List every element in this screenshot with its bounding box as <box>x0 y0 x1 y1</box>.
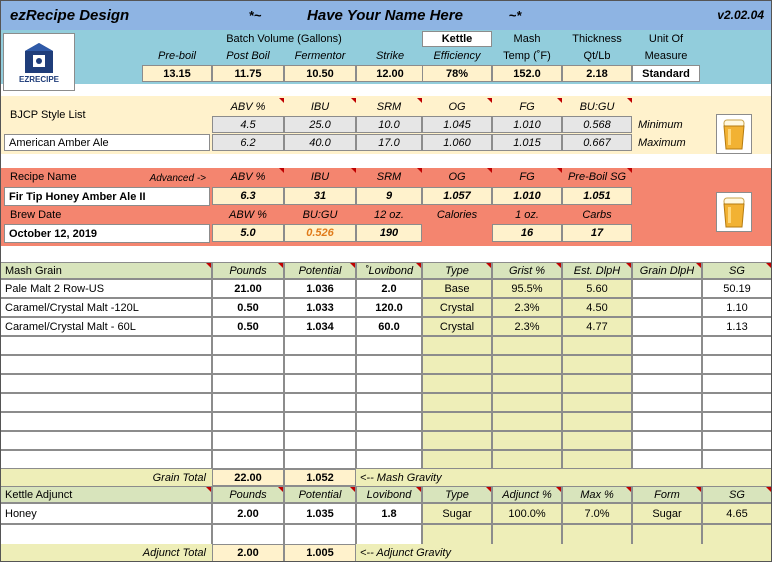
empty-cell[interactable] <box>356 374 422 393</box>
empty-cell <box>702 374 772 393</box>
style-min-4: 1.010 <box>492 116 562 133</box>
style-max-1: 40.0 <box>284 134 356 151</box>
empty-cell <box>632 393 702 412</box>
empty-cell <box>702 336 772 355</box>
mash-header-8: SG <box>702 262 772 279</box>
style-min-5: 0.568 <box>562 116 632 133</box>
beer-glass-icon <box>716 192 752 232</box>
empty-cell <box>562 431 632 450</box>
minimum-label: Minimum <box>638 118 683 131</box>
recipe-header-5: Pre-Boil SG <box>562 168 632 186</box>
empty-cell <box>562 450 632 469</box>
adjunct-header-7: Form <box>632 486 702 503</box>
empty-cell <box>422 374 492 393</box>
adjunct-header-2: Potential <box>284 486 356 503</box>
recipe-header-4: FG <box>492 168 562 186</box>
batch-value-0[interactable]: 13.15 <box>142 65 212 82</box>
adjunct-gravity-value: 1.005 <box>284 544 356 562</box>
empty-cell[interactable] <box>212 524 284 545</box>
empty-cell <box>422 412 492 431</box>
adjunct-row0-col3[interactable]: 1.8 <box>356 503 422 524</box>
grain-total-label: Grain Total <box>152 471 206 484</box>
empty-cell[interactable] <box>212 431 284 450</box>
empty-cell[interactable] <box>212 450 284 469</box>
empty-cell[interactable] <box>356 431 422 450</box>
recipe-logo-icon <box>3 33 75 91</box>
recipe-name-input[interactable]: Fir Tip Honey Amber Ale II <box>4 187 210 206</box>
adjunct-row0-col8: 4.65 <box>702 503 772 524</box>
brewer-name: Have Your Name Here <box>307 6 463 24</box>
empty-cell <box>492 524 562 545</box>
empty-cell <box>492 374 562 393</box>
recipe-header2-4: 1 oz. <box>515 209 539 221</box>
empty-cell[interactable] <box>0 374 212 393</box>
mash-row0-col2[interactable]: 1.036 <box>284 279 356 298</box>
mash-row2-col2[interactable]: 1.034 <box>284 317 356 336</box>
adjunct-row0-col7: Sugar <box>632 503 702 524</box>
adjunct-row0-col2[interactable]: 1.035 <box>284 503 356 524</box>
empty-cell[interactable] <box>0 450 212 469</box>
empty-cell <box>492 450 562 469</box>
style-header-3: OG <box>422 98 492 116</box>
empty-cell[interactable] <box>284 412 356 431</box>
recipe-header2-1: BU:GU <box>302 209 338 221</box>
mash-label: Mash <box>513 33 541 45</box>
adjunct-row0-col5: 100.0% <box>492 503 562 524</box>
style-list-label: BJCP Style List <box>10 109 86 121</box>
recipe-header-2: SRM <box>356 168 422 186</box>
style-max-3: 1.060 <box>422 134 492 151</box>
empty-cell <box>632 355 702 374</box>
efficiency-value[interactable]: 78% <box>422 65 492 82</box>
adjunct-header-4: Type <box>422 486 492 503</box>
adjunct-header-8: SG <box>702 486 772 503</box>
mash-row0-col1[interactable]: 21.00 <box>212 279 284 298</box>
style-max-2: 17.0 <box>356 134 422 151</box>
version-label: v2.02.04 <box>717 8 764 22</box>
empty-cell[interactable] <box>356 336 422 355</box>
empty-cell <box>632 374 702 393</box>
brew-date-label: Brew Date <box>10 209 62 221</box>
mash-row1-col0[interactable]: Caramel/Crystal Malt -120L <box>0 298 212 317</box>
empty-cell <box>422 393 492 412</box>
empty-cell[interactable] <box>212 412 284 431</box>
recipe-name-label: Recipe Name <box>10 171 77 183</box>
adjunct-header-1: Pounds <box>212 486 284 503</box>
empty-cell <box>702 412 772 431</box>
measure-label: Measure <box>644 50 688 62</box>
empty-cell[interactable] <box>0 355 212 374</box>
mash-temp-value[interactable]: 152.0 <box>492 65 562 82</box>
mash-header-5: Grist % <box>492 262 562 279</box>
recipe-value-1: 31 <box>284 187 356 205</box>
empty-cell <box>632 450 702 469</box>
empty-cell <box>422 336 492 355</box>
kettle-label: Kettle <box>422 31 492 47</box>
empty-cell <box>702 355 772 374</box>
recipe-logo-icon <box>20 41 58 75</box>
batch-value-1[interactable]: 11.75 <box>212 65 284 82</box>
mash-row1-col1[interactable]: 0.50 <box>212 298 284 317</box>
adjunct-header-6: Max % <box>562 486 632 503</box>
beer-glass-icon <box>719 117 749 151</box>
empty-cell <box>562 355 632 374</box>
mash-row2-col3[interactable]: 60.0 <box>356 317 422 336</box>
recipe-value-2: 9 <box>356 187 422 205</box>
adjunct-row0-col1[interactable]: 2.00 <box>212 503 284 524</box>
empty-cell <box>702 524 772 545</box>
mash-row0-col5: 95.5% <box>492 279 562 298</box>
batch-value-3[interactable]: 12.00 <box>356 65 424 82</box>
batch-label-0: Pre-boil <box>158 50 196 62</box>
batch-label-3: Strike <box>375 50 405 62</box>
empty-cell[interactable] <box>212 355 284 374</box>
empty-cell <box>492 355 562 374</box>
empty-cell <box>492 336 562 355</box>
style-max-5: 0.667 <box>562 134 632 151</box>
mash-header-6: Est. DlpH <box>562 262 632 279</box>
empty-cell[interactable] <box>212 336 284 355</box>
mash-header-2: Potential <box>284 262 356 279</box>
mash-header-4: Type <box>422 262 492 279</box>
empty-cell[interactable] <box>284 374 356 393</box>
recipe-value-4: 1.010 <box>492 187 562 205</box>
recipe-header-3: OG <box>422 168 492 186</box>
title-mark-right: ~* <box>508 7 522 23</box>
recipe-value2-0: 5.0 <box>212 224 284 242</box>
recipe-header2-3: Calories <box>436 209 478 221</box>
empty-cell <box>422 355 492 374</box>
adjunct-row0-col4: Sugar <box>422 503 492 524</box>
mash-row1-col3[interactable]: 120.0 <box>356 298 422 317</box>
recipe-value-5: 1.051 <box>562 187 632 205</box>
empty-cell[interactable] <box>284 393 356 412</box>
empty-cell[interactable] <box>0 524 212 545</box>
recipe-header2-5: Carbs <box>582 209 612 221</box>
empty-cell <box>422 431 492 450</box>
empty-cell <box>702 393 772 412</box>
recipe-value2-5: 17 <box>562 224 632 242</box>
mash-temp-label: Temp (˚F) <box>503 50 551 62</box>
mash-row2-col7 <box>632 317 702 336</box>
empty-cell <box>562 524 632 545</box>
empty-cell <box>492 412 562 431</box>
empty-cell[interactable] <box>212 393 284 412</box>
style-header-5: BU:GU <box>562 98 632 116</box>
empty-cell <box>632 431 702 450</box>
mash-row0-col4: Base <box>422 279 492 298</box>
style-header-4: FG <box>492 98 562 116</box>
mash-row1-col2[interactable]: 1.033 <box>284 298 356 317</box>
empty-cell <box>632 412 702 431</box>
recipe-value-3: 1.057 <box>422 187 492 205</box>
mash-gravity-value: 1.052 <box>284 469 356 486</box>
mash-row1-col5: 2.3% <box>492 298 562 317</box>
style-min-1: 25.0 <box>284 116 356 133</box>
empty-cell[interactable] <box>284 450 356 469</box>
empty-cell[interactable] <box>0 393 212 412</box>
empty-cell[interactable] <box>0 431 212 450</box>
recipe-header2-2: 12 oz. <box>374 209 404 221</box>
empty-cell[interactable] <box>284 431 356 450</box>
adjunct-row0-col6: 7.0% <box>562 503 632 524</box>
recipe-value2-1: 0.526 <box>284 224 356 242</box>
mash-row0-col6: 5.60 <box>562 279 632 298</box>
style-min-0: 4.5 <box>212 116 284 133</box>
empty-cell[interactable] <box>356 412 422 431</box>
advanced-link[interactable]: Advanced -> <box>149 172 206 184</box>
mash-row2-col0[interactable]: Caramel/Crystal Malt - 60L <box>0 317 212 336</box>
mash-row2-col8: 1.13 <box>702 317 772 336</box>
adjunct-header-0: Kettle Adjunct <box>0 486 212 503</box>
mash-row0-col7 <box>632 279 702 298</box>
recipe-header-0: ABV % <box>212 168 284 186</box>
empty-cell <box>562 374 632 393</box>
recipe-value2-4: 16 <box>492 224 562 242</box>
brew-date-input[interactable]: October 12, 2019 <box>4 224 210 243</box>
adjunct-total-pounds: 2.00 <box>212 544 284 562</box>
batch-label-1: Post Boil <box>226 50 270 62</box>
mash-row1-col8: 1.10 <box>702 298 772 317</box>
empty-cell <box>492 431 562 450</box>
mash-header-7: Grain DlpH <box>632 262 702 279</box>
style-header-1: IBU <box>284 98 356 116</box>
mash-header-0: Mash Grain <box>0 262 212 279</box>
empty-cell[interactable] <box>356 524 422 545</box>
style-header-0: ABV % <box>212 98 284 116</box>
efficiency-label: Efficiency <box>433 50 481 62</box>
adjunct-gravity-note: <-- Adjunct Gravity <box>360 547 451 559</box>
mash-row0-col0[interactable]: Pale Malt 2 Row-US <box>0 279 212 298</box>
style-min-2: 10.0 <box>356 116 422 133</box>
empty-cell <box>632 524 702 545</box>
thickness-unit: Qt/Lb <box>583 50 611 62</box>
style-name[interactable]: American Amber Ale <box>4 134 210 151</box>
empty-cell[interactable] <box>284 355 356 374</box>
style-max-0: 6.2 <box>212 134 284 151</box>
mash-row1-col6: 4.50 <box>562 298 632 317</box>
empty-cell <box>562 412 632 431</box>
empty-cell[interactable] <box>284 524 356 545</box>
mash-row2-col6: 4.77 <box>562 317 632 336</box>
mash-row2-col1[interactable]: 0.50 <box>212 317 284 336</box>
mash-row1-col7 <box>632 298 702 317</box>
mash-row1-col4: Crystal <box>422 298 492 317</box>
style-max-4: 1.015 <box>492 134 562 151</box>
empty-cell <box>492 393 562 412</box>
empty-cell[interactable] <box>212 374 284 393</box>
empty-cell <box>422 450 492 469</box>
thickness-value[interactable]: 2.18 <box>562 65 632 82</box>
unit-label: Unit Of <box>648 33 684 45</box>
adjunct-total-label: Adjunct Total <box>142 547 206 559</box>
empty-cell[interactable] <box>356 393 422 412</box>
empty-cell <box>702 431 772 450</box>
mash-row0-col8: 50.19 <box>702 279 772 298</box>
mash-row2-col4: Crystal <box>422 317 492 336</box>
unit-value[interactable]: Standard <box>632 65 700 82</box>
recipe-value2-2: 190 <box>356 224 422 242</box>
batch-value-2[interactable]: 10.50 <box>284 65 356 82</box>
title-mark-left: *~ <box>248 7 262 23</box>
mash-gravity-note: <-- Mash Gravity <box>360 471 442 484</box>
adjunct-row0-col0[interactable]: Honey <box>0 503 212 524</box>
empty-cell <box>702 450 772 469</box>
thickness-label: Thickness <box>572 33 622 45</box>
maximum-label: Maximum <box>638 136 686 149</box>
empty-cell[interactable] <box>284 336 356 355</box>
empty-cell <box>632 336 702 355</box>
empty-cell[interactable] <box>356 355 422 374</box>
empty-cell <box>422 524 492 545</box>
empty-cell[interactable] <box>356 450 422 469</box>
batch-volume-label: Batch Volume (Gallons) <box>226 33 342 45</box>
logo-text: EZRECIPE <box>18 74 59 84</box>
recipe-value-0: 6.3 <box>212 187 284 205</box>
mash-header-3: ˚Lovibond <box>356 262 422 279</box>
empty-cell[interactable] <box>0 336 212 355</box>
style-min-3: 1.045 <box>422 116 492 133</box>
empty-cell <box>562 336 632 355</box>
batch-label-2: Fermentor <box>294 50 346 62</box>
beer-glass-icon <box>719 195 749 229</box>
empty-cell[interactable] <box>0 412 212 431</box>
mash-header-1: Pounds <box>212 262 284 279</box>
beer-glass-icon <box>716 114 752 154</box>
app-title: ezRecipe Design <box>10 6 130 24</box>
style-header-2: SRM <box>356 98 422 116</box>
recipe-header-1: IBU <box>284 168 356 186</box>
empty-cell <box>562 393 632 412</box>
mash-row2-col5: 2.3% <box>492 317 562 336</box>
mash-row0-col3[interactable]: 2.0 <box>356 279 422 298</box>
adjunct-header-5: Adjunct % <box>492 486 562 503</box>
adjunct-header-3: Lovibond <box>356 486 422 503</box>
grain-total-pounds: 22.00 <box>212 469 284 486</box>
recipe-header2-0: ABW % <box>229 209 267 221</box>
